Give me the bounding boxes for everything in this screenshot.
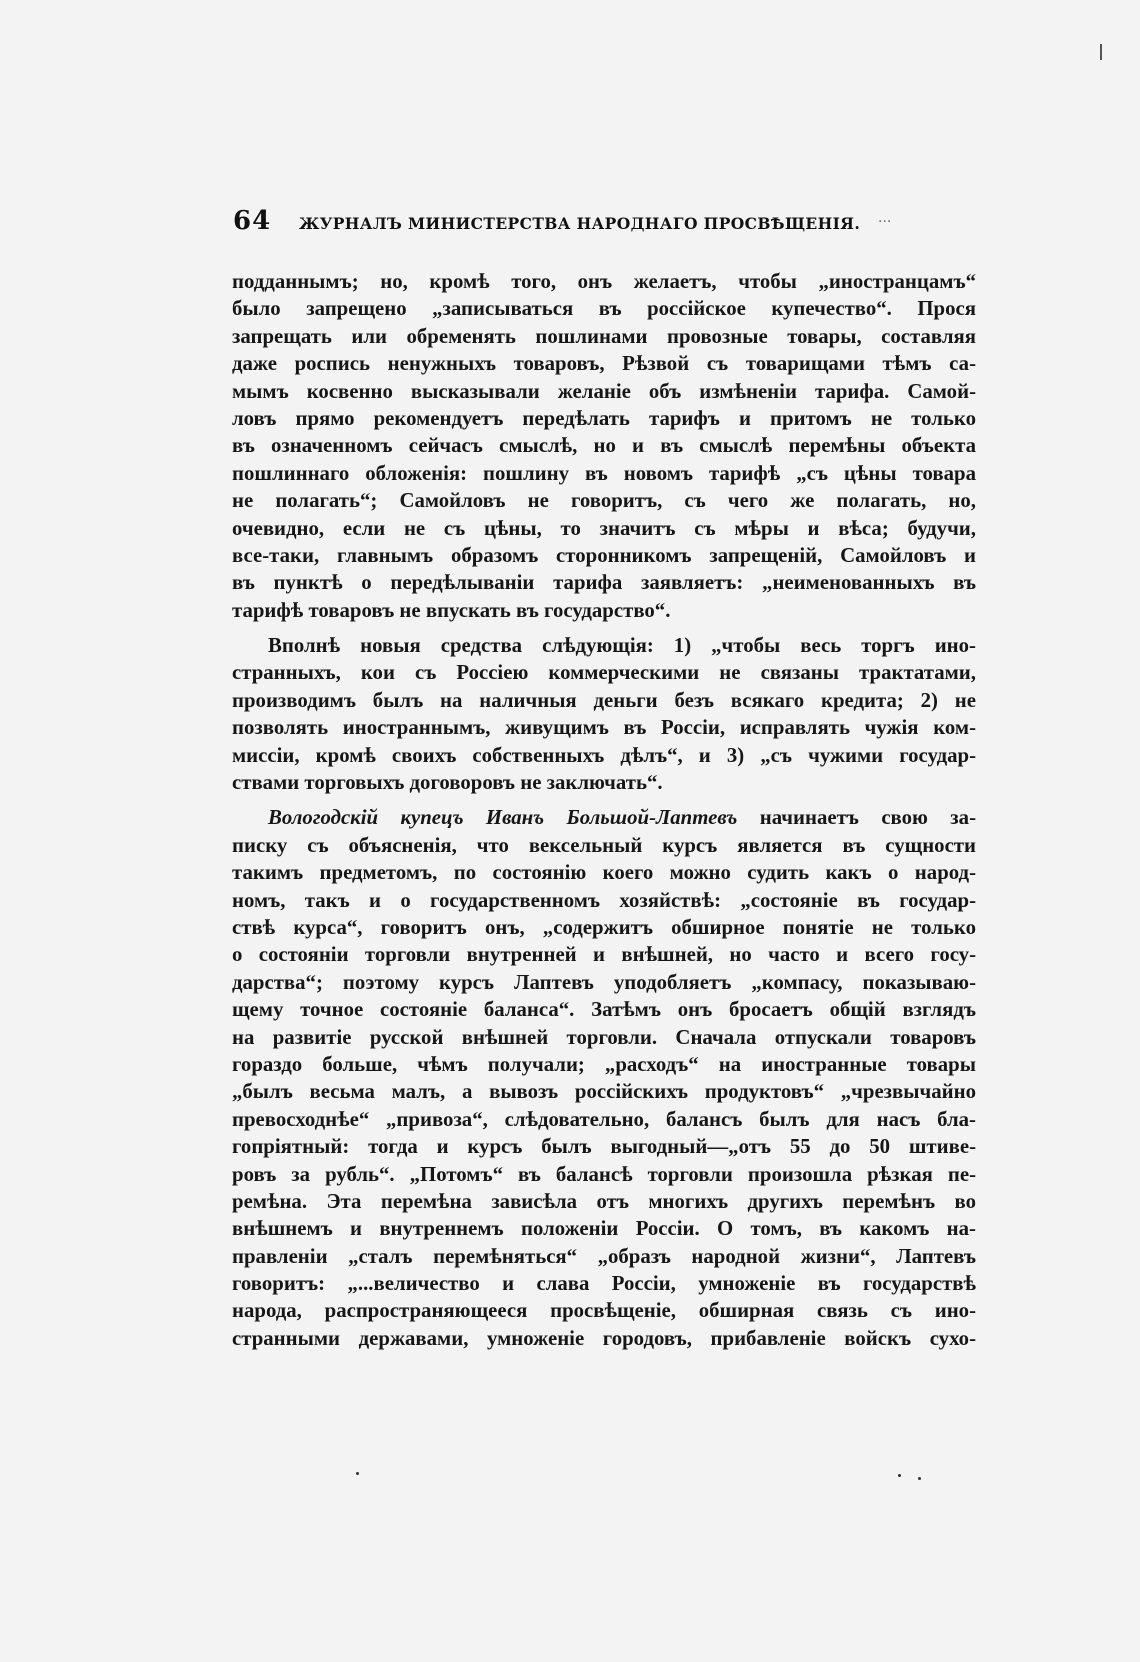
scan-edge-mark — [1100, 44, 1102, 60]
header-mark: ··· — [878, 214, 892, 230]
text-line: миссіи, кромѣ своихъ собственныхъ дѣлъ“, и 3) „съ чужими государ- — [232, 743, 976, 767]
text-line: номъ, такъ и о государственномъ хозяйствѣ: „состояніе въ государ- — [232, 888, 976, 912]
text-line: гораздо больше, чѣмъ получали; „расходъ“ на иностранные товары — [232, 1052, 976, 1076]
paragraph-gap — [232, 796, 976, 804]
text-line: народа, распространяющееся просвѣщеніе, обширная связь съ ино- — [232, 1299, 976, 1323]
text-line: не полагать“; Самойловъ не говоритъ, съ чего же полагать, но, — [232, 489, 976, 513]
page-header — [233, 206, 973, 242]
text-line: Вполнѣ новыя средства слѣдующія: 1) „чтобы весь торгъ ино- — [268, 634, 976, 658]
text-line: производимъ былъ на наличныя деньги безъ всякаго кредита; 2) не — [232, 688, 976, 712]
text-line: говоритъ: „...величество и слава Россіи, умноженіе въ государствѣ — [232, 1272, 976, 1296]
text-line: было запрещено „записываться въ россійское купечество“. Прося — [232, 297, 976, 321]
text-line: въ пунктѣ о передѣлываніи тарифа заявляетъ: „неименованныхъ въ — [232, 571, 976, 595]
text-line: на развитіе русской внѣшней торговли. Сначала отпускали товаровъ — [232, 1025, 976, 1049]
running-title: ЖУРНАЛЪ МИНИСТЕРСТВА НАРОДНАГО ПРОСВѢЩЕНІЯ. — [299, 214, 861, 233]
text-line: ровъ за рубль“. „Потомъ“ въ балансѣ торговли произошла рѣзкая пе- — [232, 1162, 976, 1186]
text-line: такимъ предметомъ, по состоянію коего можно судить какъ о народ- — [232, 861, 976, 885]
text-line: внѣшнемъ и внутреннемъ положеніи Россіи. О томъ, въ какомъ на- — [232, 1217, 976, 1241]
text-line: ствѣ курса“, говоритъ онъ, „содержитъ обширное понятіе не только — [232, 915, 976, 939]
text-line: ловъ прямо рекомендуетъ передѣлать тарифъ и притомъ не только — [232, 406, 976, 430]
text-line: пошлиннаго обложенія: пошлину въ новомъ тарифѣ „съ цѣны товара — [232, 461, 976, 485]
text-line: ремѣна. Эта перемѣна зависѣла отъ многихъ другихъ перемѣнъ во — [232, 1189, 976, 1213]
text-line: странныхъ, кои съ Россіею коммерческими не связаны трактатами, — [232, 661, 976, 685]
text-line: дарства“; поэтому курсъ Лаптевъ уподобляетъ „компасу, показываю- — [232, 970, 976, 994]
paragraph-gap — [232, 624, 976, 632]
page-number: 64 — [233, 206, 272, 236]
text-line — [232, 804, 976, 831]
text-line: превосходнѣе“ „привоза“, слѣдовательно, балансъ былъ для насъ бла- — [232, 1107, 976, 1131]
text-line: даже роспись ненужныхъ товаровъ, Рѣзвой съ товарищами тѣмъ са- — [232, 352, 976, 376]
italic-author-name: Вологодскій купецъ Иванъ Большой-Лаптевъ — [268, 806, 738, 830]
text-line: щему точное состояніе баланса“. Затѣмъ онъ бросаетъ общій взглядъ — [232, 998, 976, 1022]
text-line: подданнымъ; но, кромѣ того, онъ желаетъ, чтобы „иностранцамъ“ — [232, 270, 976, 293]
text-line: мымъ косвенно высказывали желаніе объ измѣненіи тарифа. Самой- — [232, 379, 976, 403]
text-line: позволять иностраннымъ, живущимъ въ Россіи, исправлять чужія ком- — [232, 716, 976, 740]
text-line: гопріятный: тогда и курсъ былъ выгодный—„отъ 55 до 50 штиве- — [232, 1135, 976, 1159]
text-line: странными державами, умноженіе городовъ, прибавленіе войскъ сухо- — [232, 1326, 976, 1350]
text-fragment: начинаетъ свою за- — [737, 806, 976, 830]
scan-speck — [918, 1477, 921, 1480]
text-line: „былъ весьма малъ, а вывозъ россійскихъ продуктовъ“ „чрезвычайно — [232, 1080, 976, 1104]
text-line: очевидно, если не съ цѣны, то значитъ съ мѣры и вѣса; будучи, — [232, 516, 976, 540]
text-line: въ означенномъ сейчасъ смыслѣ, но и въ смыслѣ перемѣны объекта — [232, 434, 976, 458]
scan-speck — [898, 1474, 901, 1477]
text-line: все-таки, главнымъ образомъ сторонникомъ запрещеній, Самойловъ и — [232, 543, 976, 567]
text-line: правленіи „сталъ перемѣняться“ „образъ народной жизни“, Лаптевъ — [232, 1244, 976, 1268]
text-line: о состояніи торговли внутренней и внѣшней, но часто и всего госу- — [232, 943, 976, 967]
text-line: писку съ объясненія, что вексельный курсъ является въ сущности — [232, 833, 976, 857]
text-line: тарифѣ товаровъ не впускать въ государство“. — [232, 598, 671, 622]
text-line: ствами торговыхъ договоровъ не заключать“. — [232, 771, 663, 795]
text-line: запрещать или обременять пошлинами провозные товары, составляя — [232, 324, 976, 348]
body-text — [232, 268, 976, 1352]
paragraph-1 — [232, 268, 976, 624]
paragraph-2 — [232, 632, 976, 796]
paragraph-3 — [232, 804, 976, 1352]
scan-speck — [356, 1472, 359, 1475]
